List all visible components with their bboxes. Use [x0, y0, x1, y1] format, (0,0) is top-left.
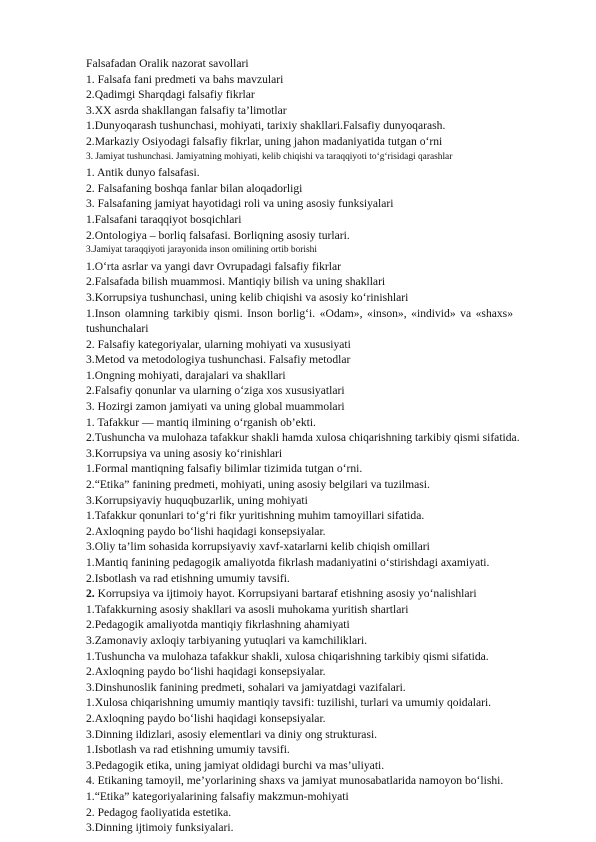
- question-line: 3.Jamiyat taraqqiyoti jarayonida inson omilining ortib borishi: [86, 245, 317, 256]
- question-line: 2.Ontologiya – borliq falsafasi. Borliqning asosiy turlari.: [86, 228, 350, 242]
- question-line: 2.Tushuncha va mulohaza tafakkur shakli hamda xulosa chiqarishning tarkibiy qismi sifatida.: [86, 431, 520, 445]
- question-line: 1.Formal mantiqning falsafiy bilimlar tizimida tutgan o‘rni.: [86, 462, 363, 476]
- question-line: 3.Korrupsiyaviy huquqbuzarlik, uning mohiyati: [86, 493, 308, 507]
- question-line: 1.Xulosa chiqarishning umumiy mantiqiy tavsifi: tuzilishi, turlari va umumiy qoidalari.: [86, 696, 492, 710]
- question-line: 1.Tushuncha va mulohaza tafakkur shakli, xulosa chiqarishning tarkibiy qismi sifatida.: [86, 649, 489, 663]
- question-line: 3.Korrupsiya tushunchasi, uning kelib chiqishi va asosiy ko‘rinishlari: [86, 290, 409, 304]
- question-line: 2.“Etika” fanining predmeti, mohiyati, uning asosiy belgilari va tuzilmasi.: [86, 478, 430, 492]
- question-line: 2.Axloqning paydo bo‘lishi haqidagi konsepsiyalar.: [86, 524, 326, 538]
- question-line: 1. Antik dunyo falsafasi.: [86, 166, 200, 180]
- question-line: 1.O‘rta asrlar va yangi davr Ovrupadagi falsafiy fikrlar: [86, 259, 341, 273]
- question-line: 1. Falsafa fani predmeti va bahs mavzulari: [86, 72, 284, 86]
- question-line: 2. Pedagog faoliyatida estetika.: [86, 805, 232, 819]
- question-line: 1.Inson olamning tarkibiy qismi. Inson borlig‘i. «Odam», «inson», «individ» va «shaxs»: [86, 306, 513, 320]
- question-line: 3.Dinning ildizlari, asosiy elementlari va diniy ong strukturasi.: [86, 727, 378, 741]
- question-line: 2.Isbotlash va rad etishning umumiy tavsifi.: [86, 571, 290, 585]
- question-line: 1.Dunyoqarash tushunchasi, mohiyati, tarixiy shakllari.Falsafiy dunyoqarash.: [86, 119, 446, 133]
- question-line: 2.Axloqning paydo bo‘lishi haqidagi konsepsiyalar.: [86, 711, 326, 725]
- question-line: 1.Tafakkurning asosiy shakllari va asosli muhokama yuritish shartlari: [86, 602, 409, 616]
- question-line: 3. Falsafaning jamiyat hayotidagi roli va uning asosiy funksiyalari: [86, 197, 394, 211]
- question-line: 1.“Etika” kategoriyalarining falsafiy makzmun-mohiyati: [86, 789, 349, 803]
- bold-number: 2.: [86, 587, 95, 601]
- question-line: 2.Qadimgi Sharqdagi falsafiy fikrlar: [86, 88, 255, 102]
- question-line: 2. Falsafiy kategoriyalar, ularning mohiyati va xususiyati: [86, 337, 351, 351]
- question-line: 3.Pedagogik etika, uning jamiyat oldidagi burchi va mas’uliyati.: [86, 758, 385, 772]
- question-line: 3.Dinning ijtimoiy funksiyalari.: [86, 821, 234, 835]
- question-text: Korrupsiya va ijtimoiy hayot. Korrupsiyani bartaraf etishning asosiy yo‘nalishlari: [94, 587, 477, 601]
- question-line: 3.Korrupsiya va uning asosiy ko‘rinishlari: [86, 446, 283, 460]
- question-line: 3.Oliy ta’lim sohasida korrupsiyaviy xavf-xatarlarni kelib chiqish omillari: [86, 540, 430, 554]
- question-line: 3.Zamonaviy axloqiy tarbiyaning yutuqlari va kamchiliklari.: [86, 633, 368, 647]
- question-line: 2.Pedagogik amaliyotda mantiqiy fikrlashning ahamiyati: [86, 618, 350, 632]
- question-line: 3. Jamiyat tushunchasi. Jamiyatning mohiyati, kelib chiqishi va taraqqiyoti to‘g‘risidagi qarashlar: [86, 151, 453, 162]
- question-line: tushunchalari: [86, 322, 149, 336]
- question-line: 1.Mantiq fanining pedagogik amaliyotda fikrlash madaniyatini o‘stirishdagi axamiyati.: [86, 556, 490, 569]
- question-line: 3. Hozirgi zamon jamiyati va uning global muammolari: [86, 400, 345, 414]
- document-page: [86, 56, 520, 836]
- question-line-bold-start: [86, 586, 513, 602]
- question-line: 2.Falsafada bilish muammosi. Mantiqiy bilish va uning shakllari: [86, 275, 386, 289]
- question-line: 3.Dinshunoslik fanining predmeti, sohalari va jamiyatdagi vazifalari.: [86, 680, 406, 694]
- question-line: 1.Falsafani taraqqiyot bosqichlari: [86, 212, 242, 226]
- question-line: 3.XX asrda shakllangan falsafiy ta’limotlar: [86, 103, 287, 117]
- question-line: 4. Etikaning tamoyil, me’yorlarining shaxs va jamiyat munosabatlarida namoyon bo‘lishi.: [86, 774, 504, 788]
- question-line: 1.Ongning mohiyati, darajalari va shakllari: [86, 368, 286, 382]
- question-line: 1.Isbotlash va rad etishning umumiy tavsifi.: [86, 743, 290, 757]
- question-line: 2.Markaziy Osiyodagi falsafiy fikrlar, uning jahon madaniyatida tutgan o‘rni: [86, 134, 443, 148]
- question-line: 1.Tafakkur qonunlari to‘g‘ri fikr yuritishning muhim tamoyillari sifatida.: [86, 509, 425, 523]
- question-line: 3.Metod va metodologiya tushunchasi. Falsafiy metodlar: [86, 353, 351, 367]
- document-title: Falsafadan Oralik nazorat savollari: [86, 57, 249, 70]
- question-line: 1. Tafakkur — mantiq ilmining o‘rganish ob’ekti.: [86, 415, 316, 429]
- question-line: 2. Falsafaning boshqa fanlar bilan aloqadorligi: [86, 181, 303, 195]
- question-line: 2.Falsafiy qonunlar va ularning o‘ziga xos xususiyatlari: [86, 384, 345, 398]
- question-line: 2.Axloqning paydo bo‘lishi haqidagi konsepsiyalar.: [86, 665, 326, 679]
